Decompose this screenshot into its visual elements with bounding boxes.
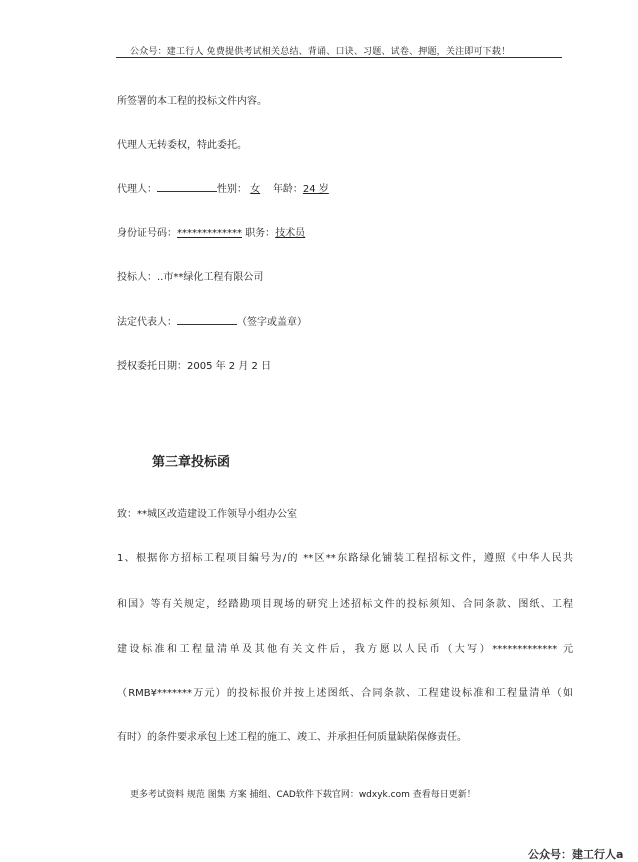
agent-label: 代理人： [117, 184, 157, 195]
legal-rep-note: （签字或盖章） [237, 317, 307, 328]
letter-salutation: 致：**城区改造建设工作领导小组办公室 [117, 509, 297, 520]
id-info-row [117, 224, 305, 239]
position-label: 职务： [245, 228, 276, 239]
bidder-label: 投标人： [117, 272, 157, 283]
bidder-value: ..市**绿化工程有限公司 [157, 272, 264, 283]
letter-paragraph-line: （RMB¥*******万元）的投标报价并按上述图纸、合同条款、工程建设标准和工程量清单（如 [117, 688, 573, 699]
legal-rep-blank [177, 314, 237, 325]
page-header-text: 公众号：建工行人 免费提供考试相关总结、背诵、口诀、习题、试卷、押题，关注即可下载！ [130, 47, 511, 57]
id-value: ************* [177, 228, 242, 239]
letter-paragraph-line: 建设标准和工程量清单及其他有关文件后，我方愿以人民币（大写）************* 元 [117, 644, 573, 655]
auth-line-no-subdelegation: 代理人无转委权，特此委托。 [117, 140, 247, 151]
date-row [117, 357, 271, 372]
auth-line-scope: 所签署的本工程的投标文件内容。 [117, 96, 267, 107]
agent-info-row [117, 180, 329, 195]
gender-label: 性别： [217, 184, 247, 195]
date-value: 2005 年 2 月 2 日 [187, 361, 272, 372]
legal-rep-row [117, 313, 307, 328]
age-value: 24 岁 [302, 184, 329, 195]
legal-rep-label: 法定代表人： [117, 317, 177, 328]
agent-blank [157, 181, 217, 192]
position-value: 技术员 [275, 228, 306, 239]
page-footer-text: 更多考试资料 规范 图集 方案 捕组、CAD软件下载官网：wdxyk.com 查看每日更新！ [130, 790, 476, 800]
chapter-title: 第三章投标函 [152, 455, 231, 470]
header-divider [116, 57, 562, 58]
watermark-text: 公众号：建工行人a [528, 848, 624, 861]
age-label: 年龄： [272, 184, 303, 195]
letter-paragraph-line: 和国》等有关规定，经踏勘项目现场的研究上述招标文件的投标须知、合同条款、图纸、工程 [117, 599, 573, 610]
bidder-row [117, 268, 263, 283]
id-label: 身份证号码： [117, 228, 177, 239]
date-label: 授权委托日期： [117, 361, 187, 372]
letter-paragraph-line: 1、根据你方招标工程项目编号为/的 **区**东路绿化铺装工程招标文件，遵照《中华人民共 [117, 553, 573, 564]
letter-paragraph-line: 有时）的条件要求承包上述工程的施工、竣工、并承担任何质量缺陷保修责任。 [117, 732, 467, 743]
gender-value: 女 [250, 184, 261, 195]
